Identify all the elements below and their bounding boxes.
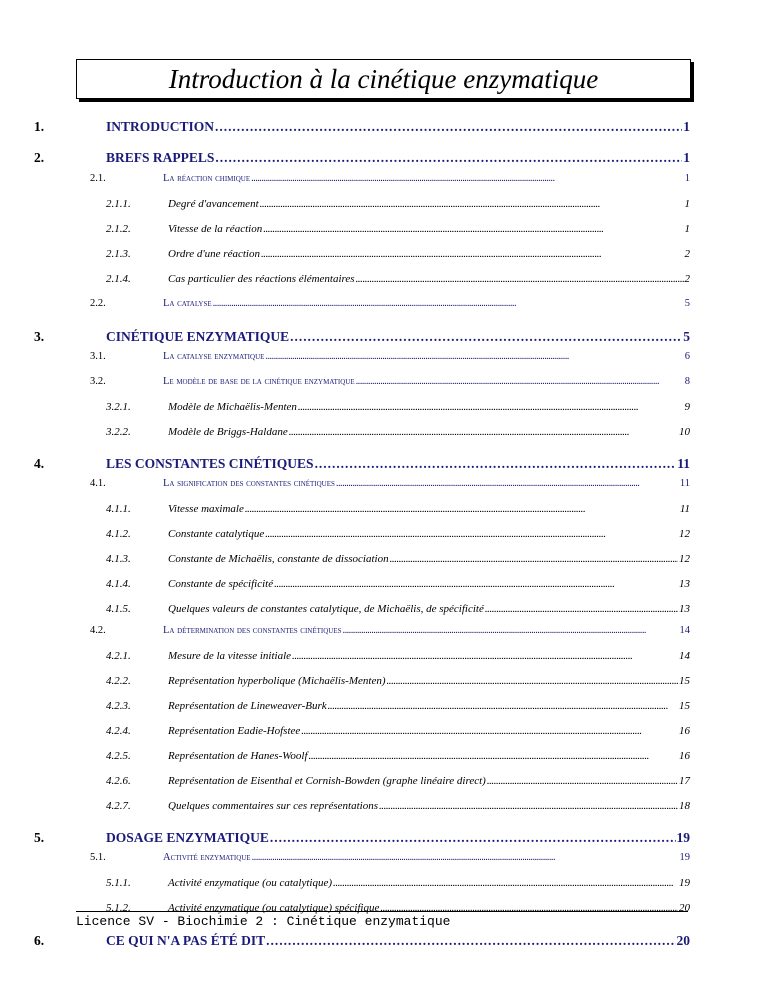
toc-entry-label: INTRODUCTION — [106, 119, 215, 134]
toc-entry-page: 11 — [677, 456, 690, 471]
toc-entry-label: Cas particulier des réactions élémentaires — [168, 273, 355, 285]
toc-entry-label: Modèle de Briggs-Haldane — [168, 426, 288, 438]
toc-entry-number: 5.1.1. — [106, 877, 131, 889]
toc-entry-label: CINÉTIQUE ENZYMATIQUE — [106, 329, 290, 344]
toc-entry-number: 4.1.4. — [106, 578, 131, 590]
toc-entry-page: 5 — [683, 329, 690, 344]
toc-entry[interactable] — [0, 376, 768, 394]
toc-entry[interactable] — [0, 456, 768, 474]
toc-entry-number: 3. — [34, 329, 45, 344]
toc-entry[interactable] — [0, 800, 768, 818]
toc-entry-page: 16 — [679, 750, 690, 762]
toc-entry-page: 15 — [679, 675, 690, 687]
toc-entry-label: La signification des constantes cinétiques — [163, 478, 335, 489]
toc-entry[interactable] — [0, 578, 768, 596]
document-title-box — [76, 59, 691, 99]
toc-entry-page: 9 — [684, 401, 690, 413]
toc-entry-page: 14 — [679, 650, 690, 662]
toc-entry-page: 6 — [684, 351, 690, 362]
toc-entry-number: 5.1.2. — [106, 902, 131, 914]
toc-dot-leader — [356, 376, 684, 387]
toc-entry-page: 13 — [679, 578, 690, 590]
toc-entry-number: 2.1.2. — [106, 223, 131, 235]
toc-entry-number: 4.2.2. — [106, 675, 131, 687]
toc-dot-leader — [343, 625, 679, 636]
toc-entry[interactable] — [0, 248, 768, 266]
toc-entry-number: 5. — [34, 830, 45, 845]
toc-dot-leader — [380, 902, 678, 914]
toc-entry[interactable] — [0, 700, 768, 718]
toc-entry-page: 11 — [679, 503, 690, 515]
toc-entry-page: 19 — [679, 877, 690, 889]
toc-entry-page: 1 — [683, 119, 690, 134]
toc-entry-number: 2.1.1. — [106, 198, 131, 210]
toc-entry[interactable] — [0, 298, 768, 316]
toc-entry-label: La réaction chimique — [163, 173, 251, 184]
toc-dot-leader — [290, 329, 682, 345]
toc-entry-label: Degré d'avancement — [168, 198, 259, 210]
toc-entry[interactable] — [0, 775, 768, 793]
toc-entry-page: 15 — [679, 700, 690, 712]
toc-entry-label: Représentation hyperbolique (Michaëlis-Menten) — [168, 675, 386, 687]
toc-entry[interactable] — [0, 223, 768, 241]
toc-entry[interactable] — [0, 119, 768, 137]
toc-entry-number: 4.2. — [90, 625, 106, 636]
toc-entry[interactable] — [0, 852, 768, 870]
toc-dot-leader — [379, 800, 678, 812]
toc-entry-number: 4.2.3. — [106, 700, 131, 712]
toc-entry-number: 4.2.6. — [106, 775, 131, 787]
toc-dot-leader — [336, 478, 679, 489]
toc-entry-label: Représentation de Eisenthal et Cornish-Bowden (graphe linéaire direct) — [168, 775, 486, 787]
toc-entry-page: 12 — [679, 528, 690, 540]
toc-dot-leader — [333, 877, 678, 889]
toc-entry-label: Le modèle de base de la cinétique enzymatique — [163, 376, 355, 387]
toc-entry-number: 2. — [34, 150, 45, 165]
toc-entry-label: LES CONSTANTES CINÉTIQUES — [106, 456, 314, 471]
toc-entry[interactable] — [0, 528, 768, 546]
toc-dot-leader — [289, 426, 678, 438]
toc-entry-page: 1 — [684, 198, 690, 210]
toc-entry-number: 2.1. — [90, 173, 106, 184]
toc-entry-label: La catalyse — [163, 298, 212, 309]
toc-entry-page: 11 — [679, 478, 690, 489]
toc-entry[interactable] — [0, 273, 768, 291]
toc-entry-number: 2.1.3. — [106, 248, 131, 260]
toc-dot-leader — [328, 700, 678, 712]
toc-dot-leader — [252, 852, 679, 863]
toc-entry-label: La détermination des constantes cinétiques — [163, 625, 342, 636]
toc-entry-page: 2 — [684, 273, 690, 285]
toc-entry-number: 4.2.1. — [106, 650, 131, 662]
toc-entry-number: 4.2.5. — [106, 750, 131, 762]
toc-entry-page: 17 — [679, 775, 690, 787]
toc-entry-page: 5 — [684, 298, 690, 309]
toc-entry-page: 20 — [676, 933, 690, 948]
toc-entry-number: 2.2. — [90, 298, 106, 309]
toc-entry[interactable] — [0, 933, 768, 951]
toc-dot-leader — [315, 456, 677, 472]
toc-entry-label: Activité enzymatique (ou catalytique) — [168, 877, 333, 889]
toc-entry-page: 18 — [679, 800, 690, 812]
toc-entry-number: 4.1.2. — [106, 528, 131, 540]
toc-dot-leader — [270, 830, 676, 846]
toc-entry[interactable] — [0, 603, 768, 621]
toc-dot-leader — [251, 173, 684, 184]
toc-entry[interactable] — [0, 725, 768, 743]
toc-dot-leader — [356, 273, 684, 285]
toc-entry-page: 8 — [684, 376, 690, 387]
toc-entry-label: La catalyse enzymatique — [163, 351, 265, 362]
toc-entry-number: 6. — [34, 933, 45, 948]
toc-dot-leader — [245, 503, 679, 515]
toc-entry-page: 1 — [683, 150, 690, 165]
toc-entry-page: 16 — [679, 725, 690, 737]
toc-entry[interactable] — [0, 478, 768, 496]
toc-entry[interactable] — [0, 401, 768, 419]
toc-entry-label: Vitesse de la réaction — [168, 223, 263, 235]
footer-text: Licence SV - Biochimie 2 : Cinétique enzymatique — [76, 914, 451, 929]
toc-dot-leader — [265, 528, 678, 540]
toc-entry[interactable] — [0, 650, 768, 668]
toc-entry-number: 3.1. — [90, 351, 106, 362]
toc-dot-leader — [387, 675, 679, 687]
toc-entry-number: 3.2.1. — [106, 401, 131, 413]
toc-dot-leader — [301, 725, 678, 737]
toc-entry[interactable] — [0, 750, 768, 768]
toc-dot-leader — [298, 401, 684, 413]
toc-dot-leader — [215, 119, 682, 135]
toc-entry-number: 4.1. — [90, 478, 106, 489]
footer-divider — [76, 911, 688, 912]
toc-entry-page: 1 — [684, 223, 690, 235]
toc-entry-label: Activité enzymatique — [163, 852, 251, 863]
toc-entry-number: 4.1.1. — [106, 503, 131, 515]
toc-entry-label: Ordre d'une réaction — [168, 248, 260, 260]
toc-entry[interactable] — [0, 351, 768, 369]
toc-entry-page: 20 — [679, 902, 690, 914]
toc-entry-page: 19 — [679, 852, 690, 863]
toc-entry[interactable] — [0, 625, 768, 643]
toc-entry-number: 3.2. — [90, 376, 106, 387]
toc-entry-number: 2.1.4. — [106, 273, 131, 285]
toc-entry-page: 1 — [684, 173, 690, 184]
toc-dot-leader — [266, 933, 675, 949]
toc-entry-page: 19 — [676, 830, 690, 845]
toc-dot-leader — [390, 553, 678, 565]
toc-entry-label: Quelques commentaires sur ces représentations — [168, 800, 378, 812]
toc-entry-number: 4.2.7. — [106, 800, 131, 812]
toc-dot-leader — [260, 198, 684, 210]
toc-entry-label: Représentation de Hanes-Woolf — [168, 750, 308, 762]
toc-entry[interactable] — [0, 675, 768, 693]
toc-entry-label: Constante catalytique — [168, 528, 265, 540]
toc-entry-page: 2 — [684, 248, 690, 260]
toc-entry[interactable] — [0, 503, 768, 521]
document-title: Introduction à la cinétique enzymatique — [168, 63, 599, 94]
toc-entry-label: Modèle de Michaëlis-Menten — [168, 401, 297, 413]
toc-dot-leader — [215, 150, 682, 166]
toc-entry-page: 14 — [679, 625, 690, 636]
toc-entry[interactable] — [0, 198, 768, 216]
toc-dot-leader — [213, 298, 684, 309]
toc-entry-number: 4.1.3. — [106, 553, 131, 565]
toc-entry-label: Vitesse maximale — [168, 503, 244, 515]
toc-entry[interactable] — [0, 426, 768, 444]
toc-dot-leader — [485, 603, 678, 615]
toc-entry-label: DOSAGE ENZYMATIQUE — [106, 830, 269, 845]
toc-dot-leader — [487, 775, 678, 787]
toc-entry-number: 4.1.5. — [106, 603, 131, 615]
toc-entry[interactable] — [0, 150, 768, 168]
toc-entry-number: 1. — [34, 119, 45, 134]
toc-dot-leader — [261, 248, 684, 260]
toc-entry[interactable] — [0, 173, 768, 191]
toc-dot-leader — [263, 223, 683, 235]
toc-entry[interactable] — [0, 329, 768, 347]
toc-entry[interactable] — [0, 877, 768, 895]
toc-dot-leader — [265, 351, 683, 362]
toc-entry-label: Activité enzymatique (ou catalytique) spécifique — [168, 902, 380, 914]
toc-entry-page: 12 — [679, 553, 690, 565]
toc-dot-leader — [309, 750, 678, 762]
toc-entry-page: 10 — [679, 426, 690, 438]
toc-dot-leader — [274, 578, 678, 590]
toc-dot-leader — [292, 650, 678, 662]
toc-entry-label: BREFS RAPPELS — [106, 150, 215, 165]
toc-entry-label: Représentation Eadie-Hofstee — [168, 725, 301, 737]
toc-entry-number: 4. — [34, 456, 45, 471]
toc-entry-label: Représentation de Lineweaver-Burk — [168, 700, 327, 712]
toc-entry-label: CE QUI N'A PAS ÉTÉ DIT — [106, 933, 266, 948]
toc-entry-label: Constante de spécificité — [168, 578, 274, 590]
toc-entry[interactable] — [0, 553, 768, 571]
toc-entry-page: 13 — [679, 603, 690, 615]
toc-entry-number: 5.1. — [90, 852, 106, 863]
toc-entry-number: 4.2.4. — [106, 725, 131, 737]
toc-entry-label: Quelques valeurs de constantes catalytique, de Michaëlis, de spécificité — [168, 603, 484, 615]
toc-entry-number: 3.2.2. — [106, 426, 131, 438]
toc-entry[interactable] — [0, 830, 768, 848]
toc-entry-label: Mesure de la vitesse initiale — [168, 650, 292, 662]
toc-entry-label: Constante de Michaëlis, constante de dissociation — [168, 553, 389, 565]
